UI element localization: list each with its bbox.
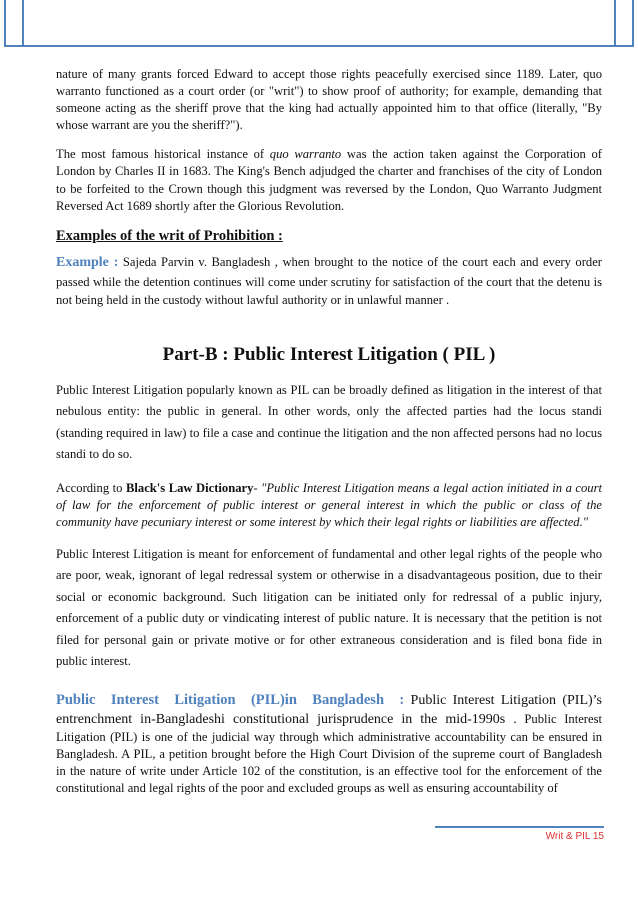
document-body — [56, 66, 602, 797]
para2-before: The most famous historical instance of — [56, 147, 270, 161]
pil-bangladesh-heading: Public Interest Litigation (PIL)in Bangladesh : — [56, 691, 405, 708]
pil-intro-paragraph: Public Interest Litigation popularly known as PIL can be broadly defined as litigation in the interest of that nebulous entity: the public in general. In other words, only the affected parties had the locus standi (standing required in law) to file a case and continue the litigation and the non affected persons had no locus standi to do so. — [56, 382, 602, 462]
page-header-frame — [0, 0, 638, 47]
pil-meaning-paragraph: Public Interest Litigation is meant for enforcement of fundamental and other legal rights of the people who are poor, weak, ignorant of legal redressal system or otherwise in a disadvantageous position, due to their social or economic background. Such litigation can be initiated only for redressal of a public injury, enforcement of a public duty or vindicating interest of public nature. It is necessary that the petition is not filed for personal gain or private motive or for other extraneous consideration and is filed bona fide in public interest. — [56, 546, 602, 669]
header-right-bar — [614, 0, 634, 45]
prohibition-heading: Examples of the writ of Prohibition : — [56, 228, 283, 245]
example-text: Sajeda Parvin v. Bangladesh , when brought to the notice of the court each and every order passed while the detention continues will come under scrutiny for satisfaction of the court that the detenu is not being held in the custody without lawful authority or in unlawful manner . — [56, 255, 602, 308]
paragraph-quo-warranto-origin: nature of many grants forced Edward to accept those rights peacefully exercised since 1189. Later, quo warranto functioned as a court order (or "writ") to show proof of authority; for example, demanding that someone acting as the sheriff prove that the king had actually appointed him to that office (literally, "By whose warrant are you the sheriff?"). — [56, 67, 602, 132]
para2-italic: quo warranto — [269, 147, 342, 161]
prohibition-example — [56, 253, 602, 310]
pil-bangladesh-lead: Public Interest Litigation (PIL)’s entrenchment in-Bangladeshi constitutional jurisprudence in the mid-1990s . — [56, 692, 602, 727]
page-footer: Writ & PIL 15 — [435, 826, 604, 848]
paragraph-quo-warranto-instance — [56, 146, 602, 215]
pil-bangladesh-text: Public Interest Litigation (PIL) is one of the judicial way through which administrative accountability can be ensured in Bangladesh. A PIL, a petition brought before the High Court Division of the supreme court of Bangladesh in the nature of write under Article 102 of the constitution, is an effective tool for the enforcement of the constitutional and legal rights of the poor and excluded groups as well as ensuring accountability of — [56, 711, 602, 795]
definition-quote: "Public Interest Litigation means a legal action initiated in a court of law for the enforcement of public interest or general interest in which the public or class of the community have pecuniary interest or some interest by which their legal rights or liabilities are affected." — [56, 480, 602, 530]
pil-bangladesh-paragraph — [56, 691, 602, 797]
definition-dash: - — [253, 480, 262, 495]
pil-definition-paragraph — [56, 480, 602, 532]
header-left-bar — [4, 0, 24, 45]
header-rule — [4, 45, 634, 47]
part-b-title: Part-B : Public Interest Litigation ( PIL ) — [162, 343, 496, 365]
definition-source: Black's Law Dictionary — [126, 480, 254, 495]
definition-prefix: According to — [56, 480, 126, 495]
example-label: Example : — [56, 255, 119, 271]
para2-after: was the action taken against the Corporation of London by Charles II in 1683. The King's Bench adjudged the charter and franchises of the city of London to be forfeited to the Crown though this judgment was reversed by the London, Quo Warranto Judgment Reversed Act 1689 shortly after the Glorious Revolution. — [56, 147, 602, 213]
